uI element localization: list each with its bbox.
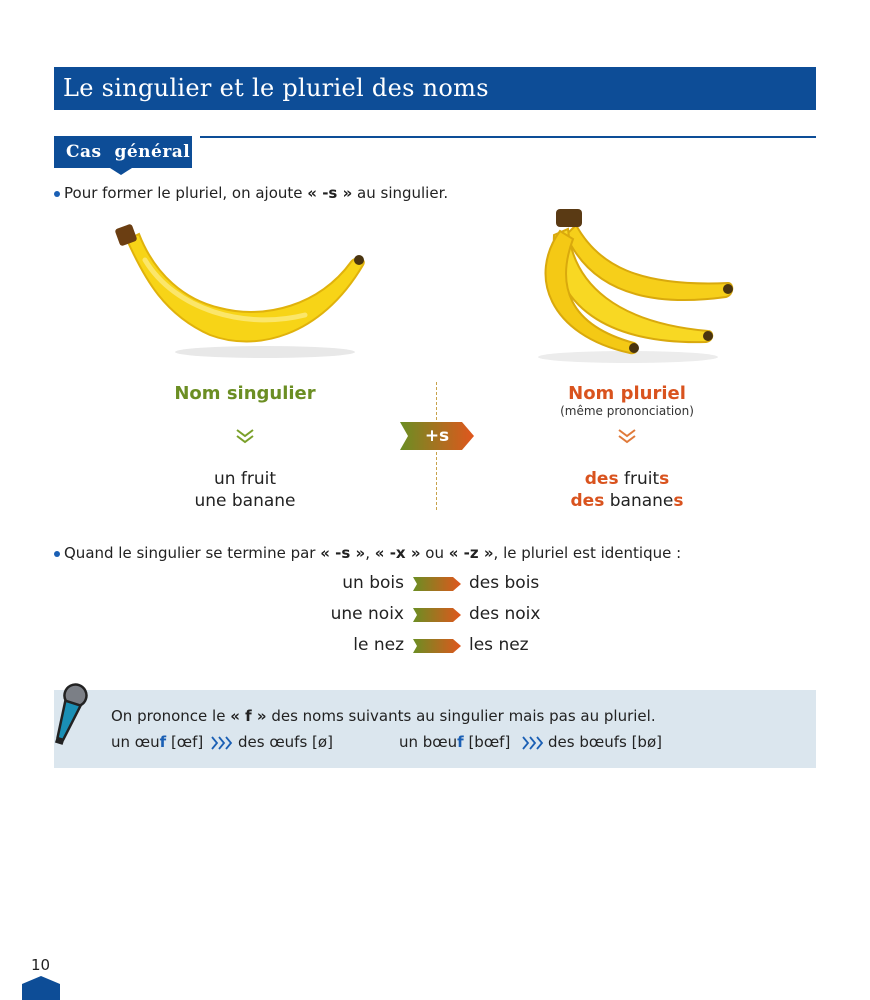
plural-determiner: des	[570, 491, 605, 511]
triple-chevron-right-icon	[522, 736, 544, 750]
section-tab: Cas général	[54, 136, 192, 168]
plural-stem: fruit	[623, 469, 660, 489]
page-tab-marker	[22, 976, 60, 1000]
tip-example-2	[399, 733, 510, 751]
page-number: 10	[31, 956, 51, 974]
tip-phonetic: [œf]	[166, 733, 204, 751]
tip-text: des noms suivants au singulier mais pas au pluriel.	[266, 707, 656, 725]
plural-label: Nom pluriel	[568, 383, 686, 404]
plus-s-label: +s	[424, 426, 450, 446]
singular-word: un fruit	[213, 469, 277, 489]
example-singular: un bois	[342, 573, 404, 593]
rule-general	[54, 184, 448, 202]
singular-word: une banane	[194, 491, 296, 511]
tip-highlight-f: f	[457, 733, 464, 751]
gradient-arrow-icon	[413, 577, 461, 591]
example-singular: une noix	[330, 604, 404, 624]
tip-phonetic: [bœf]	[463, 733, 511, 751]
section-divider	[200, 136, 816, 138]
plural-ending: s	[673, 491, 684, 511]
gradient-arrow-icon	[413, 639, 461, 653]
tip-example-1-plural: des œufs [ø]	[238, 733, 333, 751]
rule-text: Quand le singulier se termine par	[64, 544, 321, 562]
pronunciation-tip-box	[54, 690, 816, 768]
rule-text: , le pluriel est identique :	[493, 544, 682, 562]
bullet-dot	[54, 551, 60, 557]
tip-example-1	[111, 733, 203, 751]
tip-marker: « f »	[230, 707, 267, 725]
tip-word: un bœu	[399, 733, 458, 751]
section-tab-pointer	[110, 168, 132, 175]
page-title: Le singulier et le pluriel des noms	[54, 67, 816, 110]
banana-bunch-image	[518, 205, 738, 365]
singular-label: Nom singulier	[174, 383, 316, 404]
gradient-arrow-icon	[413, 608, 461, 622]
plural-note: (même prononciation)	[560, 404, 694, 418]
plural-word	[527, 468, 727, 490]
example-plural: des noix	[469, 604, 541, 624]
plural-ending: s	[659, 469, 670, 489]
triple-chevron-right-icon	[211, 736, 233, 750]
rule-marker: « -z »	[448, 544, 494, 562]
tip-word: un œu	[111, 733, 160, 751]
double-chevron-down-icon	[235, 427, 255, 445]
example-singular: le nez	[353, 635, 404, 655]
rule-text: ou	[420, 544, 449, 562]
single-banana-image	[105, 220, 380, 365]
double-chevron-down-icon	[617, 427, 637, 445]
rule-invariable	[54, 544, 681, 562]
rule-marker: « -s »	[307, 184, 353, 202]
rule-text: ,	[365, 544, 375, 562]
rule-text: au singulier.	[352, 184, 449, 202]
rule-text: Pour former le pluriel, on ajoute	[64, 184, 308, 202]
example-plural: des bois	[469, 573, 540, 593]
example-plural: les nez	[469, 635, 529, 655]
tip-example-2-plural: des bœufs [bø]	[548, 733, 662, 751]
plural-stem: banane	[609, 491, 674, 511]
plural-determiner: des	[584, 469, 619, 489]
microphone-icon	[48, 682, 88, 748]
rule-marker: « -x »	[374, 544, 421, 562]
tip-highlight-f: f	[159, 733, 167, 751]
plural-word	[527, 490, 727, 512]
bullet-dot	[54, 191, 60, 197]
tip-text: On prononce le	[111, 707, 231, 725]
tip-rule	[111, 707, 656, 725]
rule-marker: « -s »	[320, 544, 366, 562]
